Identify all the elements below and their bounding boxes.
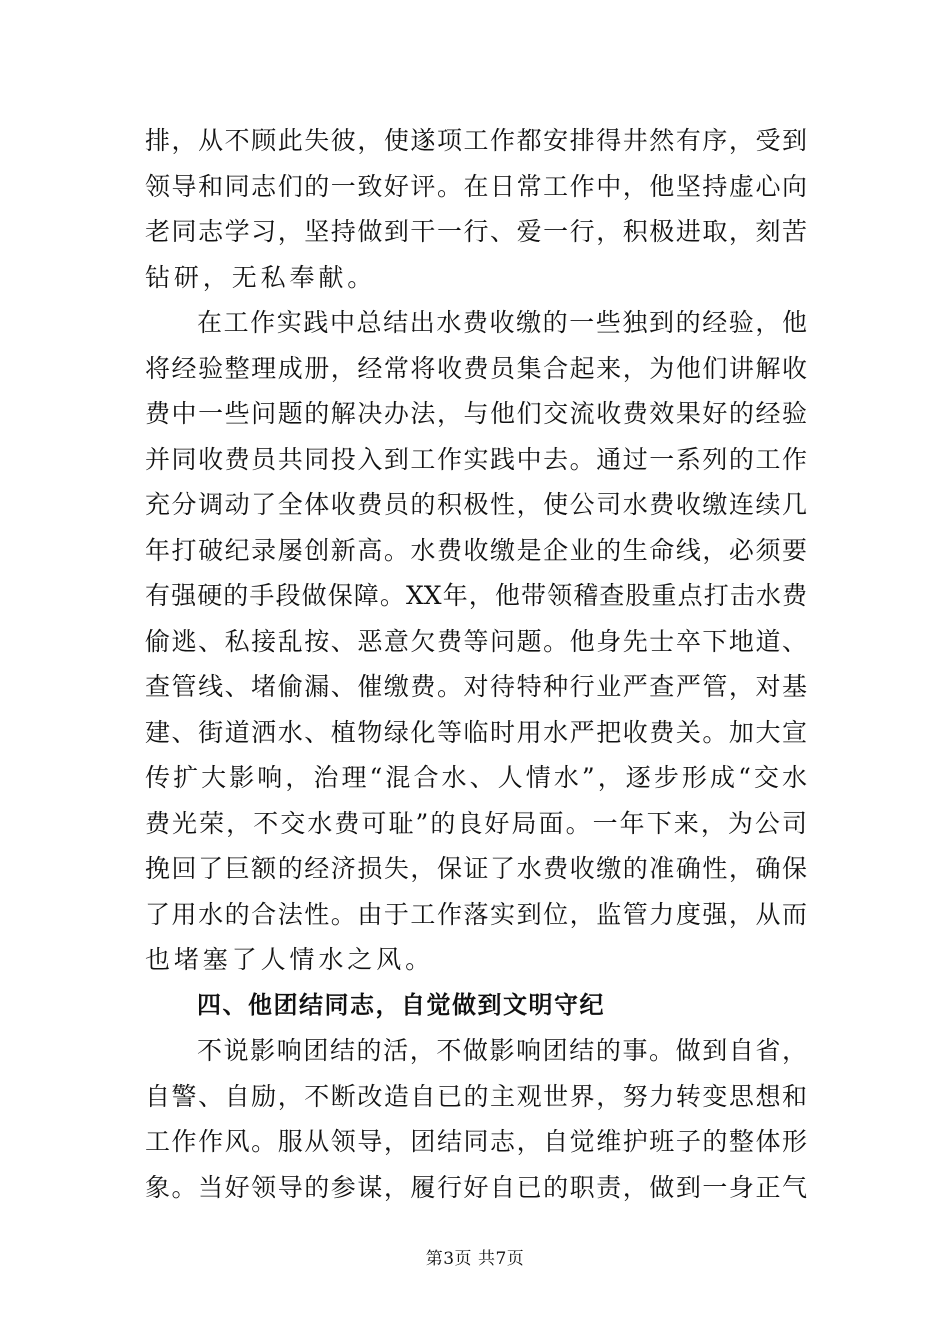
text-line: 费光荣，不交水费可耻”的良好局面。一年下来，为公司 <box>145 808 807 838</box>
text-line: 充分调动了全体收费员的积极性，使公司水费收缴连续几 <box>145 490 807 519</box>
text-line: 挽回了巨额的经济损失，保证了水费收缴的准确性，确保 <box>145 854 807 883</box>
text-line: 查管线、堵偷漏、催缴费。对待特种行业严查严管，对基 <box>145 672 807 701</box>
paragraph-first-line: 在工作实践中总结出水费收缴的一些独到的经验，他 <box>197 308 807 337</box>
text-line: 并同收费员共同投入到工作实践中去。通过一系列的工作 <box>145 444 807 474</box>
text-line: 自警、自励，不断改造自已的主观世界，努力转变思想和 <box>145 1081 807 1111</box>
text-line: 费中一些问题的解决办法，与他们交流收费效果好的经验 <box>145 399 807 428</box>
page-number-footer: 第3页 共7页 <box>425 1249 525 1269</box>
text-line: 排，从不顾此失彼，使遂项工作都安排得井然有序，受到 <box>145 126 807 155</box>
paragraph-first-line: 不说影响团结的活，不做影响团结的事。做到自省， <box>197 1036 807 1065</box>
text-line: 传扩大影响，治理“混合水、人情水”，逐步形成“交水 <box>145 763 807 792</box>
text-line: 建、街道洒水、植物绿化等临时用水严把收费关。加大宣 <box>145 717 807 747</box>
text-line: 偷逃、私接乱按、恶意欠费等问题。他身先士卒下地道、 <box>145 626 807 656</box>
text-line: 工作作风。服从领导，团结同志，自觉维护班子的整体形 <box>145 1127 807 1156</box>
document-body <box>145 118 807 1210</box>
text-line: 了用水的合法性。由于工作落实到位，监管力度强，从而 <box>145 899 807 929</box>
text-line: 年打破纪录屡创新高。水费收缴是企业的生命线，必须要 <box>145 535 807 565</box>
text-line: 老同志学习，坚持做到干一行、爱一行，积极进取，刻苦 <box>145 217 807 246</box>
text-line: 领导和同志们的一致好评。在日常工作中，他坚持虚心向 <box>145 171 807 201</box>
text-line: 也堵塞了人情水之风。 <box>145 945 435 974</box>
text-line: 钻研，无私奉献。 <box>145 262 377 292</box>
text-line: 象。当好领导的参谋，履行好自已的职责，做到一身正气 <box>145 1172 807 1202</box>
text-line: 将经验整理成册，经常将收费员集合起来，为他们讲解收 <box>145 353 807 383</box>
section-heading: 四、他团结同志，自觉做到文明守纪 <box>197 990 605 1019</box>
text-line: 有强硬的手段做保障。XX年，他带领稽查股重点打击水费 <box>145 581 807 610</box>
